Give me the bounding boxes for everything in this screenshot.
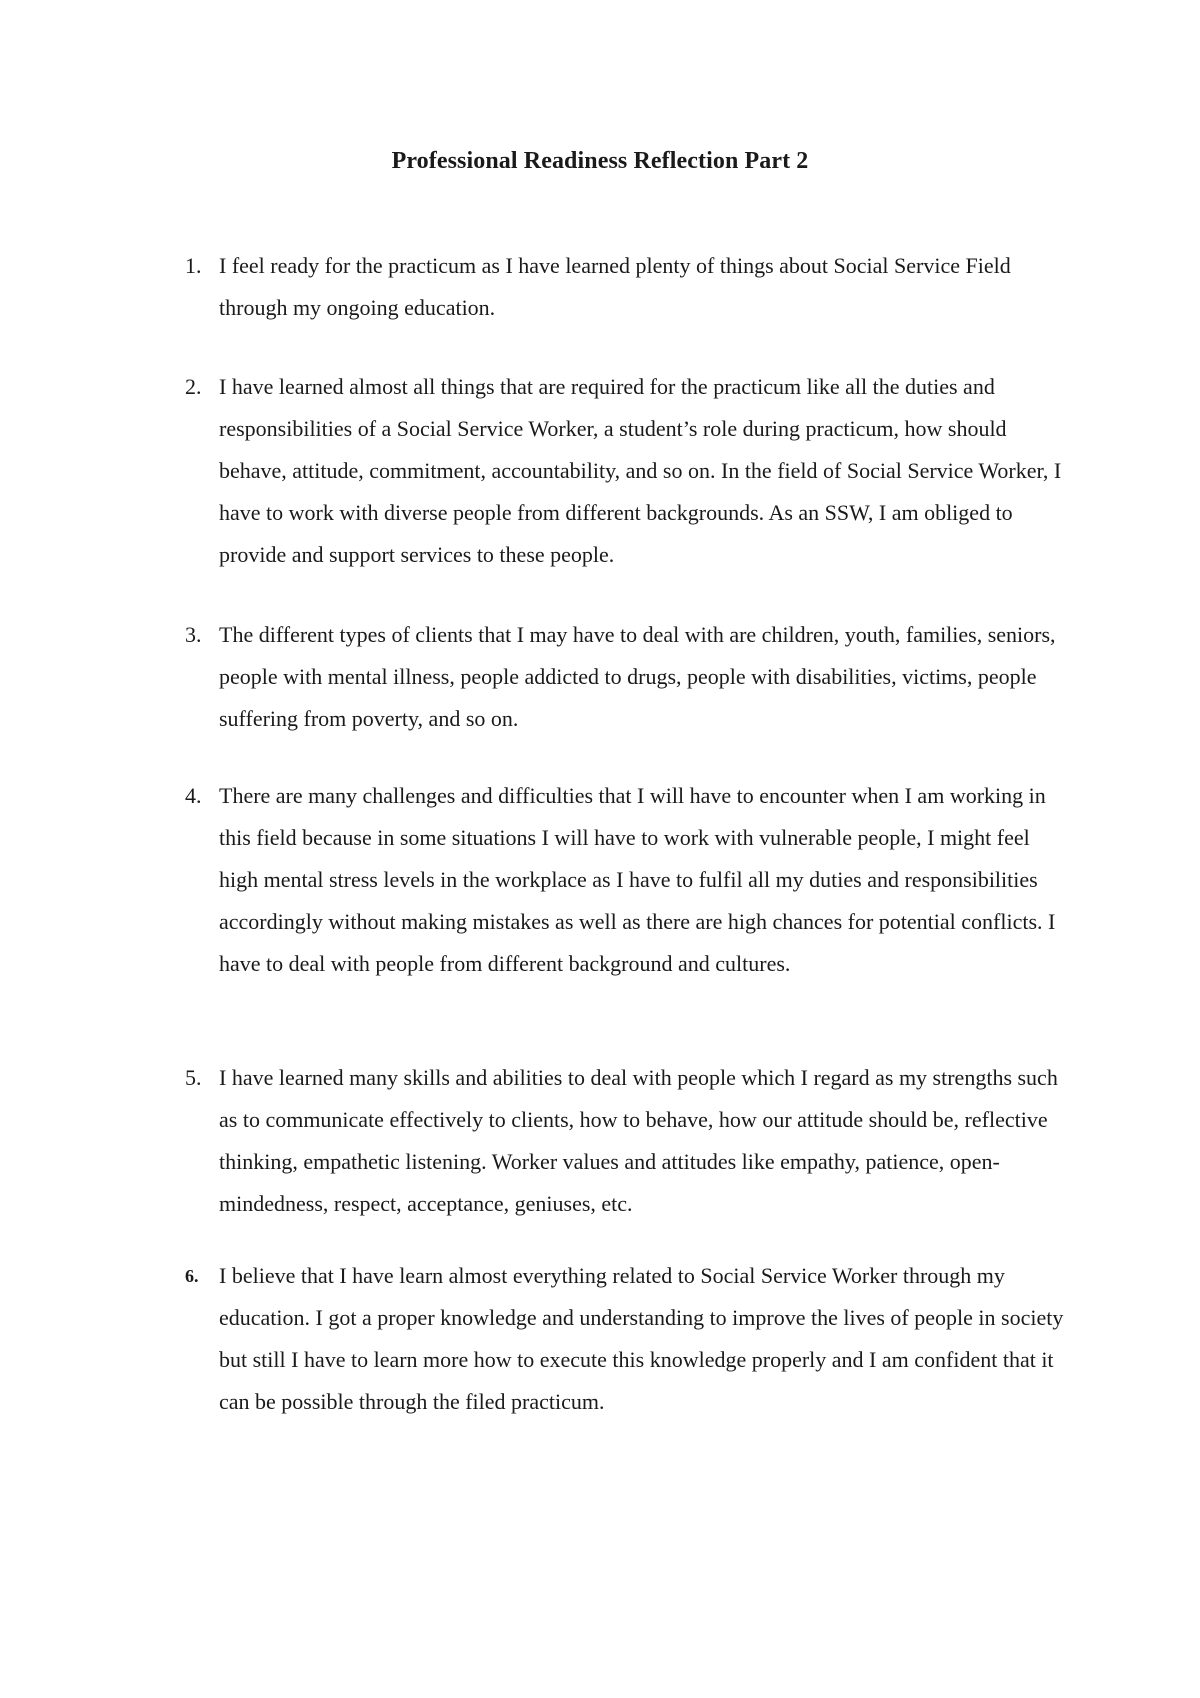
list-number: 2. <box>185 374 202 399</box>
list-text: I have learned almost all things that are required for the practicum like all the duties and responsibilities of a Social Service Worker, a student’s role during practicum, how should behave, attitude, commitment, accountability, and so on. In the field of Social Service Worker, I have to work with diverse people from different backgrounds. As an SSW, I am obliged to provide and support services to these people. <box>219 374 1062 567</box>
list-text: I have learned many skills and abilities to deal with people which I regard as my strengths such as to communicate effectively to clients, how to behave, how our attitude should be, reflective thinking, empathetic listening. Worker values and attitudes like empathy, patience, open-mindedness, respect, acceptance, geniuses, etc. <box>219 1065 1058 1216</box>
list-number: 6. <box>185 1266 199 1286</box>
list-number: 5. <box>185 1065 202 1090</box>
list-text: There are many challenges and difficulties that I will have to encounter when I am working in this field because in some situations I will have to work with vulnerable people, I might feel high mental stress levels in the workplace as I have to fulfil all my duties and responsibilities accordingly without making mistakes as well as there are high chances for potential conflicts. I have to deal with people from different background and cultures. <box>219 783 1056 976</box>
list-item-3 <box>185 614 1065 740</box>
list-item-4 <box>185 775 1065 985</box>
list-item-5 <box>185 1057 1065 1225</box>
list-number: 3. <box>185 622 202 647</box>
list-number: 4. <box>185 783 202 808</box>
list-text: The different types of clients that I may have to deal with are children, youth, families, seniors, people with mental illness, people addicted to drugs, people with disabilities, victims, people suffering from poverty, and so on. <box>219 622 1056 731</box>
list-number: 1. <box>185 253 202 278</box>
list-item-1 <box>185 245 1065 329</box>
list-item-2 <box>185 366 1065 576</box>
list-text: I feel ready for the practicum as I have learned plenty of things about Social Service Field through my ongoing education. <box>219 253 1011 320</box>
list-item-6 <box>185 1255 1065 1423</box>
page-title: Professional Readiness Reflection Part 2 <box>391 148 809 174</box>
list-text: I believe that I have learn almost everything related to Social Service Worker through my education. I got a proper knowledge and understanding to improve the lives of people in society but still I have to learn more how to execute this knowledge properly and I am confident that it can be possible through the filed practicum. <box>219 1263 1064 1414</box>
